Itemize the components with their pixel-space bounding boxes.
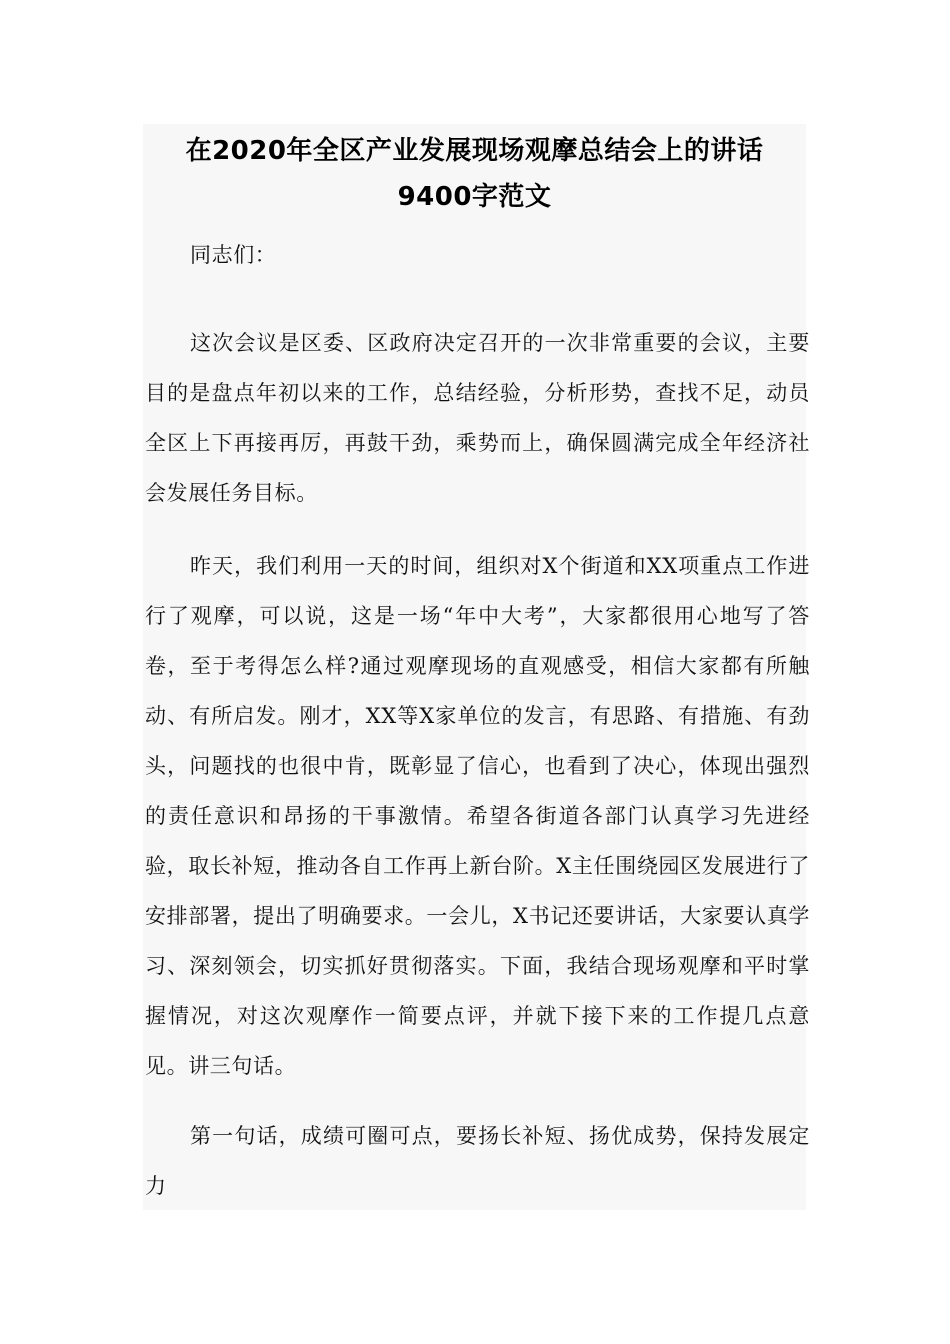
title-line-2: 9400字范文 [397,182,552,212]
paragraph-2: 昨天，我们利用一天的时间，组织对X个街道和XX项重点工作进行了观摩，可以说，这是一场“年中大考”，大家都很用心地写了答卷，至于考得怎么样?通过观摩现场的直观感受，相信大家都有所触动、有所启发。刚才，XX等X家单位的发言，有思路、有措施、有劲头，问题找的也很中肯，既彰显了信心，也看到了决心，体现出强烈的责任意识和昂扬的干事激情。希望各街道各部门认真学习先进经验，取长补短，推动各自工作再上新台阶。X主任围绕园区发展进行了安排部署，提出了明确要求。一会儿，X书记还要讲话，大家要认真学习、深刻领会，切实抓好贯彻落实。下面，我结合现场观摩和平时掌握情况，对这次观摩作一简要点评，并就下接下来的工作提几点意见。讲三句话。 [145,554,810,1078]
paragraph-1: 这次会议是区委、区政府决定召开的一次非常重要的会议，主要目的是盘点年初以来的工作，总结经验，分析形势，查找不足，动员全区上下再接再厉，再鼓干劲，乘势而上，确保圆满完成全年经济社会发展任务目标。 [145,331,810,505]
greeting: 同志们： [190,243,277,267]
section-heading-first-point: 第一句话，成绩可圈可点，要扬长补短、扬优成势，保持发展定力 [145,1124,810,1198]
document-title [143,128,806,220]
title-line-1: 在2020年全区产业发展现场观摩总结会上的讲话 [185,136,764,166]
